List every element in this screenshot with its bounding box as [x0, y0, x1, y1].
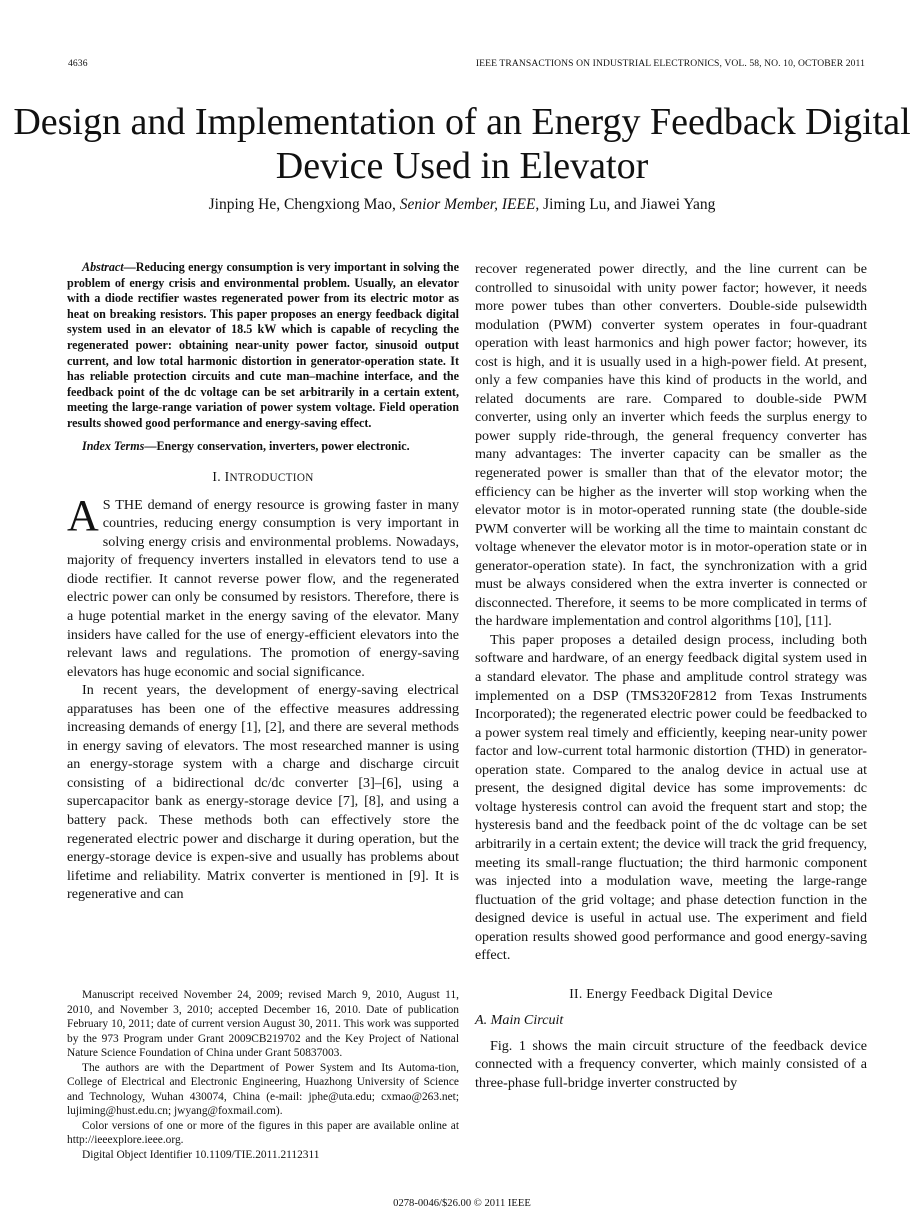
footnote-color: Color versions of one or more of the figures in this paper are available online at http://ieeexplore.ieee.org. — [67, 1119, 459, 1146]
right-paragraph-1: recover regenerated power directly, and the line current can be controlled to sinusoidal with unity power factor; however, it needs more power tubes than other converters. Double-side pulsewidth modulation (PWM) converter system operates in four-quadrant operation with least harmonics and high power factor; however, its cost is high, and it is usually used in a high-power field. At present, only a few companies have this kind of products in the world, and related documents are rare. Compared to double-side PWM converter, using only an inverter which feeds the surplus energy to power supply ride-through, the general frequency converter has many advantages: The inverter capacity can be smaller as the regenerated power is smaller than that of the elevator motor; the efficiency can be higher as the inverter will stop working when the elevator motor is in motor-operated running state (the double-side PWM converter will be working all the time to maintain constant dc voltage whenever the elevator motor is in motor-operation state or in generator-operation state). In fact, the synchronization with a grid must be always considered when the extra inverter is connected or disconnected. Therefore, it seems to be more complicated in terms of the hardware implementation and control algorithms [10], [11]. — [475, 261, 867, 630]
footnote-manuscript: Manuscript received November 24, 2009; revised March 9, 2010, August 11, 2010, and November 3, 2010; accepted December 16, 2010. Date of publication February 10, 2011; date of current version August 30, 2011. This work was supported by the 973 Program under Grant 2009CB219702 and the Key Project of National Nature Science Foundation of China under Grant 50837003. — [67, 989, 459, 1059]
author-role: Senior Member, IEEE — [399, 196, 536, 213]
paper-title: Design and Implementation of an Energy Feedback Digital Device Used in Elevator — [13, 101, 911, 187]
left-column — [67, 260, 459, 904]
authors-part2: , Jiming Lu, and Jiawei Yang — [535, 196, 716, 213]
abstract-label: Abstract — [82, 260, 124, 274]
right-paragraph-3: Fig. 1 shows the main circuit structure of the feedback device connected with a frequency converter, which mainly consisted of a three-phase full-bridge inverter constructed by — [475, 1037, 867, 1091]
intro-paragraph-1: AS THE demand of energy resource is growing faster in many countries, reducing energy consumption is very important in solving energy crisis and environmental problems. Nowadays, majority of frequency inverters installed in elevators tend to use a diode rectifier. It cannot reverse power flow, and the regenerated electric power can only be consumed by resistors. Therefore, there is a huge potential market in the energy saving of the elevator. Many insiders have called for the use of energy-efficient elevators into the relevant laws and regulations. The promotion of energy-saving elevators has huge economic and social significance. — [67, 490, 459, 680]
footnote-affiliation: The authors are with the Department of Power System and Its Automa-tion, College of Electrical and Electronic Engineering, Huazhong University of Science and Technology, Wuhan 430074, China (e-mail: jphe@uta.edu; cxmao@263.net; lujiming@hust.edu.cn; jwyang@foxmail.com). — [67, 1061, 459, 1117]
copyright-footer: 0278-0046/$26.00 © 2011 IEEE — [393, 1198, 531, 1209]
subsection-heading-main-circuit: A. Main Circuit — [475, 1012, 564, 1029]
author-line — [0, 196, 924, 214]
section-heading-energy-feedback: II. Energy Feedback Digital Device — [569, 985, 773, 1001]
right-column — [475, 260, 867, 1093]
index-terms-label: Index Terms — [82, 438, 145, 453]
index-terms — [67, 439, 459, 455]
page-number: 4636 — [68, 58, 88, 69]
authors-part1: Jinping He, Chengxiong Mao, — [208, 196, 400, 213]
right-paragraph-2: This paper proposes a detailed design process, including both software and hardware, of an energy feedback digital system used in a standard elevator. The phase and amplitude control strategy was implemented on a DSP (TMS320F2812 from Texas Instruments Incorporated); the regenerated electric power could be feedbacked to a power system real timely and efficiently, keeping near-unity power factor and low-current total harmonic distortion (THD) in generator-operation state. Compared to the analog device in actual use at present, the designed digital device has some improvements: dc voltage hysteresis control can avoid the frequent start and stop; the hysteresis band and the feedback point of the dc voltage can be set arbitrarily in a certain extent; the device will track the grid frequency, meeting its small-range fluctuation; the third harmonic component was injected into a modulation wave, meeting the large-range fluctuation of the grid voltage; and phase detection function in the designed device is useful in actual use. The experiment and field operation results showed good performance and good energy-saving effect. — [475, 631, 867, 964]
footnote-doi: Digital Object Identifier 10.1109/TIE.2011.2112311 — [82, 1148, 320, 1161]
abstract — [67, 260, 459, 432]
abstract-text: —Reducing energy consumption is very important in solving the problem of energy crisis and environmental problem. Usually, an elevator with a diode rectifier wastes regenerated power from its electric motor as heat on breaking resistors. This paper proposes an energy feedback digital system used in an elevator of 18.5 kW which is capable of recycling the regenerated power: obtaining near-unity power factor, sinusoid output current, and low total harmonic distortion in generator-operation state. It has reliable protection circuits and cute man–machine interface, and the feedback point of the dc voltage can be set arbitrarily in a certain extent, meeting the large-range variation of power system voltage. Field operation results showed good performance and energy-saving effect. — [67, 260, 459, 430]
intro-paragraph-2: In recent years, the development of energy-saving electrical apparatuses has been one of the effective measures addressing increasing demands of energy [1], [2], and there are several methods in energy saving of elevators. The most researched manner is using an energy-storage system with a charge and discharge circuit consisting of a bidirectional dc/dc converter [3]–[6], using a supercapacitor bank as energy-storage device [7], [8], and using a battery pack. These methods both can effectively store the regenerated electric power and discharge it during operation, but the energy-storage device is expen-sive and usually has problems about lifetime and reliability. Matrix converter is mentioned in [9]. It is regenerative and can — [67, 682, 459, 903]
section-first-letter: I — [224, 469, 230, 485]
journal-header: IEEE TRANSACTIONS ON INDUSTRIAL ELECTRONICS, VOL. 58, NO. 10, OCTOBER 2011 — [475, 58, 865, 69]
section-heading-introduction — [67, 468, 459, 488]
footnotes — [67, 988, 459, 1162]
index-terms-text: —Energy conservation, inverters, power electronic. — [144, 438, 410, 453]
section-rest: NTRODUCTION — [229, 472, 314, 485]
section-number: I. — [212, 469, 225, 485]
